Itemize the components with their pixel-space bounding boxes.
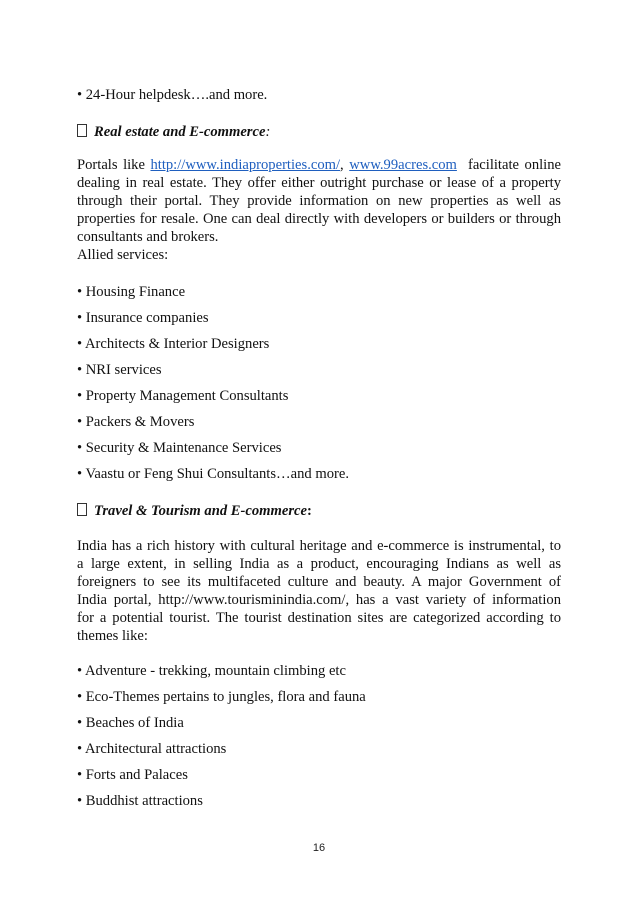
list-item: • Beaches of India (77, 715, 184, 731)
paragraph-line: a large extent, in selling India as a product, encouraging Indians as well as (77, 556, 561, 572)
paragraph-line: consultants and brokers. (77, 229, 219, 245)
travel-paragraph (77, 537, 561, 645)
paragraph-line: dealing in real estate. They offer either outright purchase or lease of a property (77, 175, 561, 191)
paragraph-prefix: Portals like (77, 157, 151, 173)
list-item: • Insurance companies (77, 310, 209, 326)
travel-heading (77, 502, 312, 520)
list-item: • Eco-Themes pertains to jungles, flora and fauna (77, 689, 366, 705)
list-item: • Forts and Palaces (77, 767, 188, 783)
allied-services-label: Allied services: (77, 247, 169, 263)
list-item: • Adventure - trekking, mountain climbing etc (77, 663, 346, 679)
list-item: • Property Management Consultants (77, 388, 289, 404)
99acres-link[interactable]: www.99acres.com (349, 157, 457, 173)
travel-heading-text: Travel & Tourism and E-commerce (94, 503, 307, 519)
list-item: • Architects & Interior Designers (77, 336, 270, 352)
list-item: • NRI services (77, 362, 162, 378)
list-item: • Buddhist attractions (77, 793, 203, 809)
travel-heading-colon: : (306, 503, 312, 519)
indiaproperties-link[interactable]: http://www.indiaproperties.com/ (150, 157, 341, 173)
link-separator: , (340, 157, 350, 173)
list-item: • Packers & Movers (77, 414, 195, 430)
paragraph-line: India portal, http://www.tourisminindia.com/, has a vast variety of information (77, 592, 561, 608)
paragraph-line: properties for resale. One can deal directly with developers or builders or through (77, 211, 561, 227)
page-number: 16 (312, 842, 326, 854)
real-estate-heading (77, 123, 270, 141)
real-estate-heading-colon: : (265, 124, 271, 140)
paragraph-line: India has a rich history with cultural heritage and e-commerce is instrumental, to (77, 538, 561, 554)
list-item: • Vaastu or Feng Shui Consultants…and more. (77, 466, 349, 482)
paragraph-line: through their portal. They provide information on new properties as well as (77, 193, 561, 209)
list-item: • Housing Finance (77, 284, 186, 300)
real-estate-paragraph (77, 156, 561, 264)
paragraph-line (77, 156, 561, 174)
real-estate-heading-text: Real estate and E-commerce (94, 124, 266, 140)
list-item: • Architectural attractions (77, 741, 227, 757)
list-item: • Security & Maintenance Services (77, 440, 282, 456)
bullet-box-icon (77, 503, 87, 516)
paragraph-line: foreigners to see its multifaceted culture and beauty. A major Government of (77, 574, 561, 590)
paragraph-line: for a potential tourist. The tourist destination sites are categorized according to (77, 610, 561, 626)
bullet-box-icon (77, 124, 87, 137)
paragraph-line1-suffix: facilitate online (456, 157, 562, 173)
paragraph-line: themes like: (77, 628, 148, 644)
intro-bullet: • 24-Hour helpdesk….and more. (77, 87, 268, 103)
